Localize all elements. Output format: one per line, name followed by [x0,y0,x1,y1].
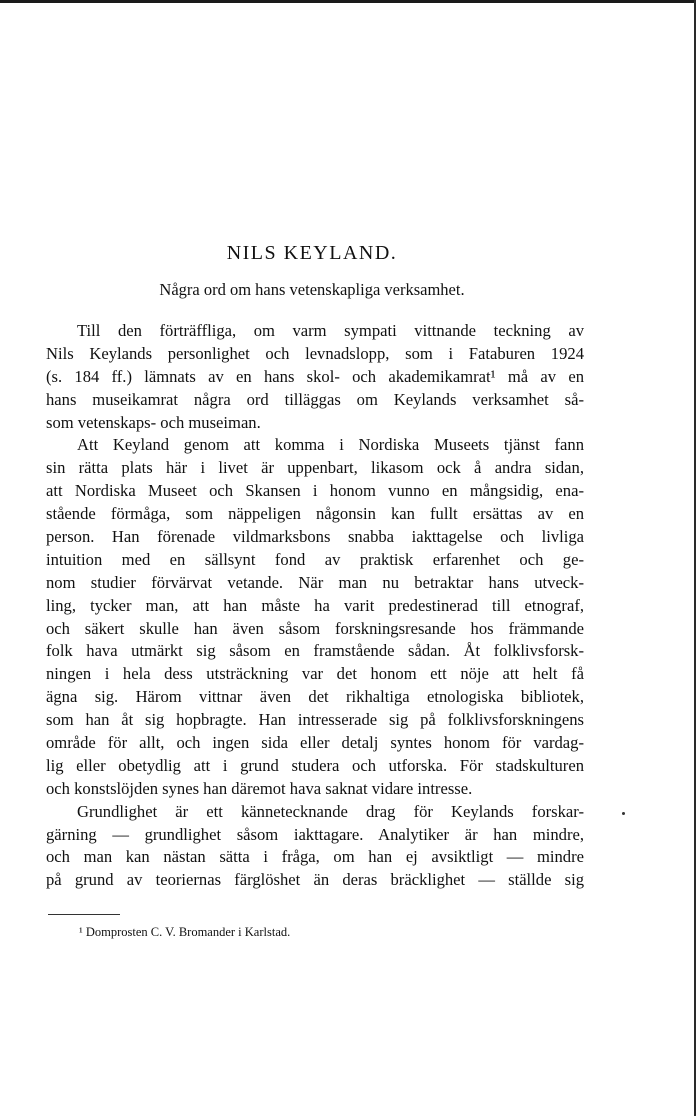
text-line: nom studier förvärvat vetande. När man nu betraktar hans utveck- [46,572,584,592]
text-line: person. Han förenade vildmarksbons snabba iakttagelse och livliga [46,527,584,547]
text-line: intuition med en sällsynt fond av praktisk erfarenhet och ge- [46,549,584,569]
text-line: gärning — grundlighet såsom iakttagare. Analytiker är han mindre, [46,824,584,844]
footnote-divider [48,914,120,915]
text-line: att Nordiska Museet och Skansen i honom vunno en mångsidig, ena- [46,481,584,501]
text-line: och säkert skulle han även såsom forskningsresande hos främmande [46,618,584,638]
text-line: och man kan nästan sätta i fråga, om han ej avsiktligt — mindre [46,847,584,867]
text-line: sin rätta plats här i livet är uppenbart, likasom ock å andra sidan, [46,458,584,478]
text-line: lig eller obetydlig att i grund studera och utforska. För stadskulturen [46,755,584,775]
text-line: Till den förträffliga, om varm sympati vittnande teckning av [77,321,584,340]
text-line: på grund av teoriernas färglöshet än deras bräcklighet — ställde sig [46,870,584,890]
text-line: hans museikamrat några ord tilläggas om Keylands verksamhet så- [46,389,584,409]
text-line: Nils Keylands personlighet och levnadslopp, som i Fataburen 1924 [46,343,584,363]
text-line: ägna sig. Härom vittnar även det rikhaltiga etnologiska bibliotek, [46,687,584,707]
text-line: område för allt, och ingen sida eller detalj syntes honom för vardag- [46,733,584,753]
footnote: ¹ Domprosten C. V. Bromander i Karlstad. [79,925,291,939]
text-line: ling, tycker man, att han måste ha varit predestinerad till etnograf, [46,595,584,615]
text-line: folk hava utmärkt sig såsom en framstående sådan. Åt folklivsforsk- [46,641,584,661]
article-title: NILS KEYLAND. [226,242,398,264]
article-body [46,320,584,892]
text-line: (s. 184 ff.) lämnats av en hans skol- och akademikamrat¹ må av en [46,366,584,386]
top-edge-rule [0,0,696,3]
text-line: Att Keyland genom att komma i Nordiska Museets tjänst fann [77,435,584,455]
scan-speck [622,812,625,815]
text-line: Grundlighet är ett kännetecknande drag för Keylands forskar- [77,801,584,821]
text-line: och konstslöjden synes han däremot hava saknat vidare intresse. [46,778,473,798]
text-line: som han åt sig hopbragte. Han intresserade sig på folklivsforskningens [46,710,584,730]
article-subtitle: Några ord om hans vetenskapliga verksamhet. [159,280,465,299]
text-line: som vetenskaps- och museiman. [46,412,261,432]
text-line: stående förmåga, som näppeligen någonsin kan fullt ersättas av en [46,504,584,524]
text-line: ningen i hela dess utsträckning var det honom ett nöje att helt få [46,664,584,684]
